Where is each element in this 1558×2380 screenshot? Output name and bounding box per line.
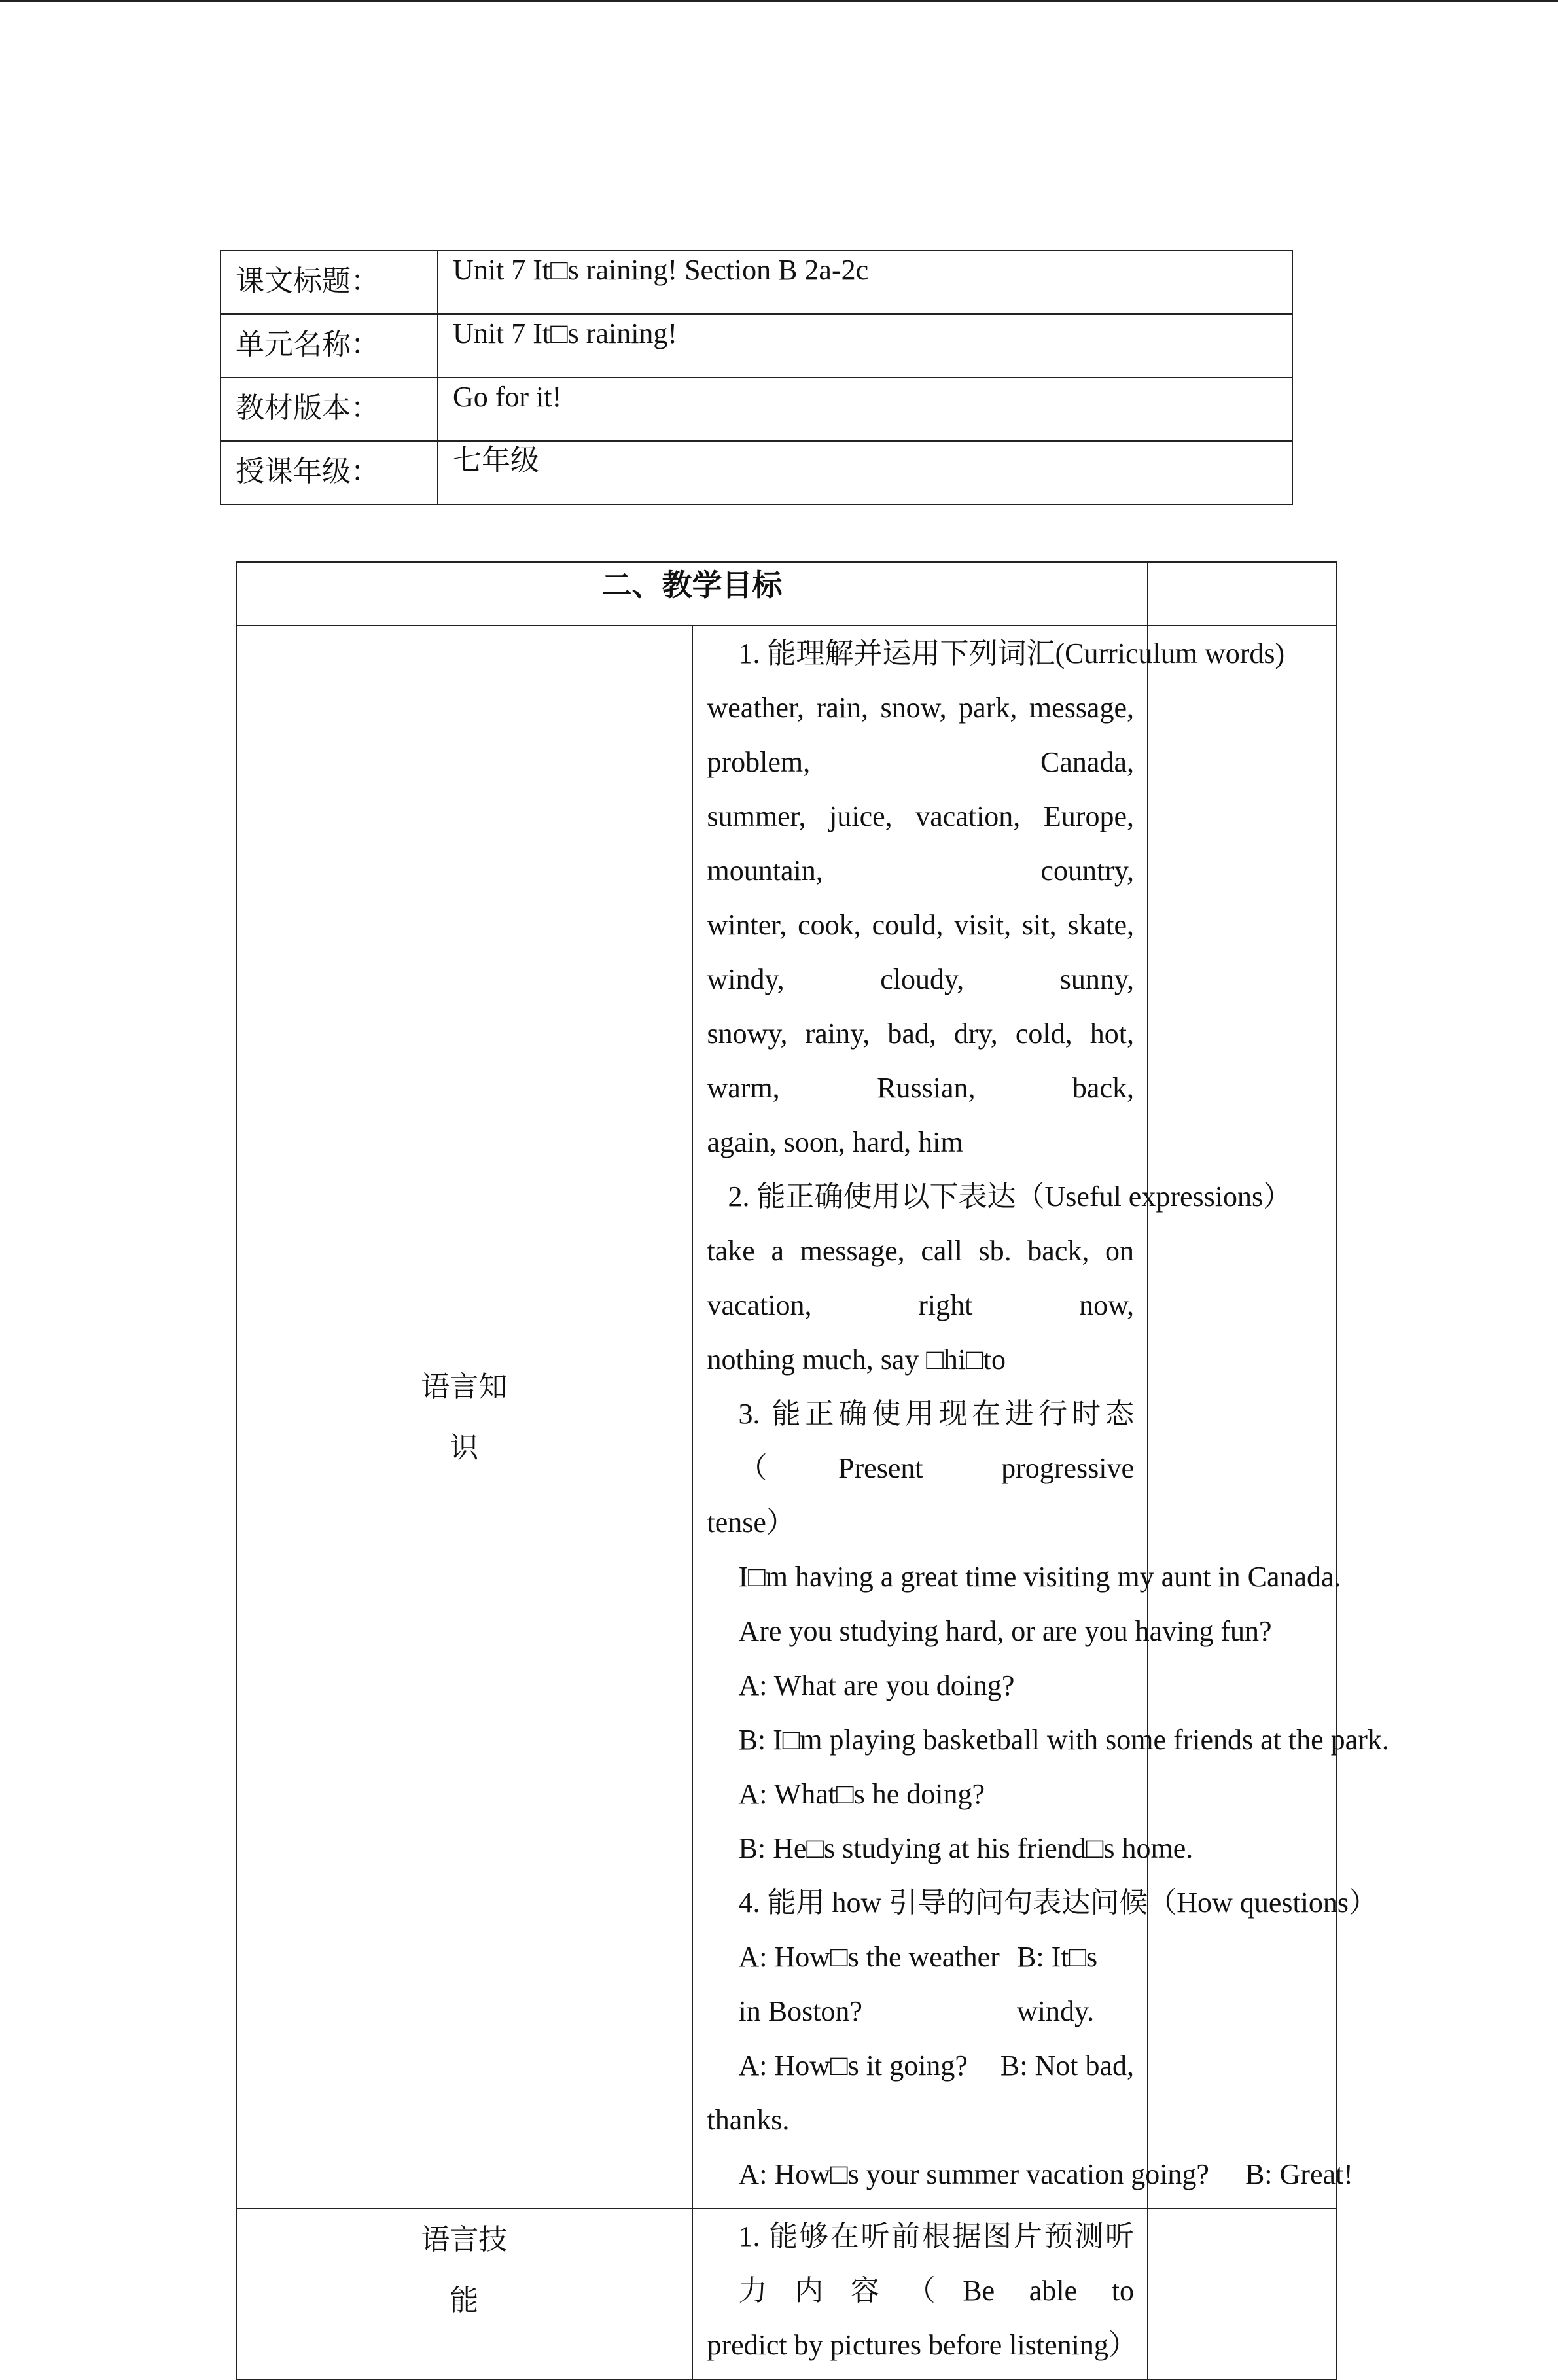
table-row — [221, 314, 1292, 378]
empty-cell — [1148, 562, 1336, 626]
tense-example: A: What□s he doing? — [738, 1778, 985, 1810]
tense-example: B: He□s studying at his friend□s home. — [738, 1832, 1194, 1864]
how-answer: B: Not bad, — [1000, 2050, 1134, 2082]
empty-cell — [1148, 2209, 1336, 2379]
expression-line: nothing much, say □hi□to — [707, 1343, 1006, 1376]
expression-line: take a message, call sb. back, on vacation, right now, — [707, 1235, 1134, 1321]
language-knowledge-content — [692, 626, 1389, 2209]
category-label: 语言技 能 — [421, 2224, 508, 2317]
how-answer: B: It□s windy. — [1017, 1941, 1098, 2027]
how-example-row — [707, 1930, 1135, 2038]
textbook-edition-label: 教材版本： — [221, 378, 438, 441]
table-row — [221, 251, 1292, 314]
textbook-edition-value: Go for it! — [438, 378, 1292, 441]
unit-name-value: Unit 7 It□s raining! — [438, 314, 1292, 378]
language-skills-row — [236, 2209, 1336, 2379]
unit-name-label: 单元名称： — [221, 314, 438, 378]
vocab-line: weather, rain, snow, park, message, problem, Canada, — [707, 692, 1134, 778]
language-skills-content — [692, 2209, 1148, 2379]
teaching-objectives-table — [236, 561, 1389, 2380]
tense-title: 3. 能正确使用现在进行时态（Present progressive — [738, 1398, 1134, 1484]
grade-value: 七年级 — [438, 441, 1292, 505]
vocab-line: again, soon, hard, him — [707, 1126, 963, 1158]
grade-label: 授课年级： — [221, 441, 438, 505]
skill-line: predict by pictures before listening） — [707, 2329, 1137, 2361]
category-label: 语言知 识 — [421, 1370, 508, 1464]
tense-example: B: I□m playing basketball with some friends at the park. — [738, 1724, 1389, 1756]
page-top-border — [0, 0, 1558, 2]
vocab-line: snowy, rainy, bad, dry, cold, hot, warm, Russian, back, — [707, 1018, 1134, 1104]
how-questions-title: 4. 能用 how 引导的问句表达问候（How questions） — [738, 1887, 1378, 1919]
lesson-title-label: 课文标题： — [221, 251, 438, 314]
expressions-title: 2. 能正确使用以下表达（Useful expressions） — [728, 1181, 1292, 1213]
tense-example: I□m having a great time visiting my aunt in Canada. — [738, 1561, 1341, 1593]
language-skills-category — [236, 2209, 692, 2379]
objectives-title: 二、教学目标 — [601, 569, 783, 602]
how-answer-cont: thanks. — [707, 2104, 790, 2136]
empty-cell — [1148, 626, 1336, 2209]
objectives-header-row — [236, 562, 1336, 626]
tense-example: Are you studying hard, or are you having fun? — [738, 1615, 1272, 1647]
lesson-title-value: Unit 7 It□s raining! Section B 2a-2c — [438, 251, 1292, 314]
vocab-line: winter, cook, could, visit, sit, skate, windy, cloudy, sunny, — [707, 909, 1134, 995]
how-question: A: How□s it going? — [738, 2050, 968, 2082]
objectives-header-cell — [236, 562, 1148, 626]
tense-example: A: What are you doing? — [738, 1669, 1015, 1701]
lesson-info-table — [220, 250, 1293, 505]
how-example-row: A: How□s your summer vacation going? B: Great! — [738, 2158, 1353, 2190]
how-example-row — [707, 2038, 1135, 2093]
skill-line: 1. 能够在听前根据图片预测听力内容（Be able to — [738, 2220, 1134, 2307]
table-row — [221, 441, 1292, 505]
vocab-line: summer, juice, vacation, Europe, mountain, country, — [707, 800, 1134, 887]
language-knowledge-category — [236, 626, 692, 2209]
how-question: A: How□s the weather in Boston? — [738, 1941, 1000, 2027]
table-row — [221, 378, 1292, 441]
language-knowledge-row — [236, 626, 1336, 2209]
tense-title-cont: tense） — [707, 1506, 795, 1538]
vocab-title: 1. 能理解并运用下列词汇(Curriculum words) — [738, 637, 1285, 669]
